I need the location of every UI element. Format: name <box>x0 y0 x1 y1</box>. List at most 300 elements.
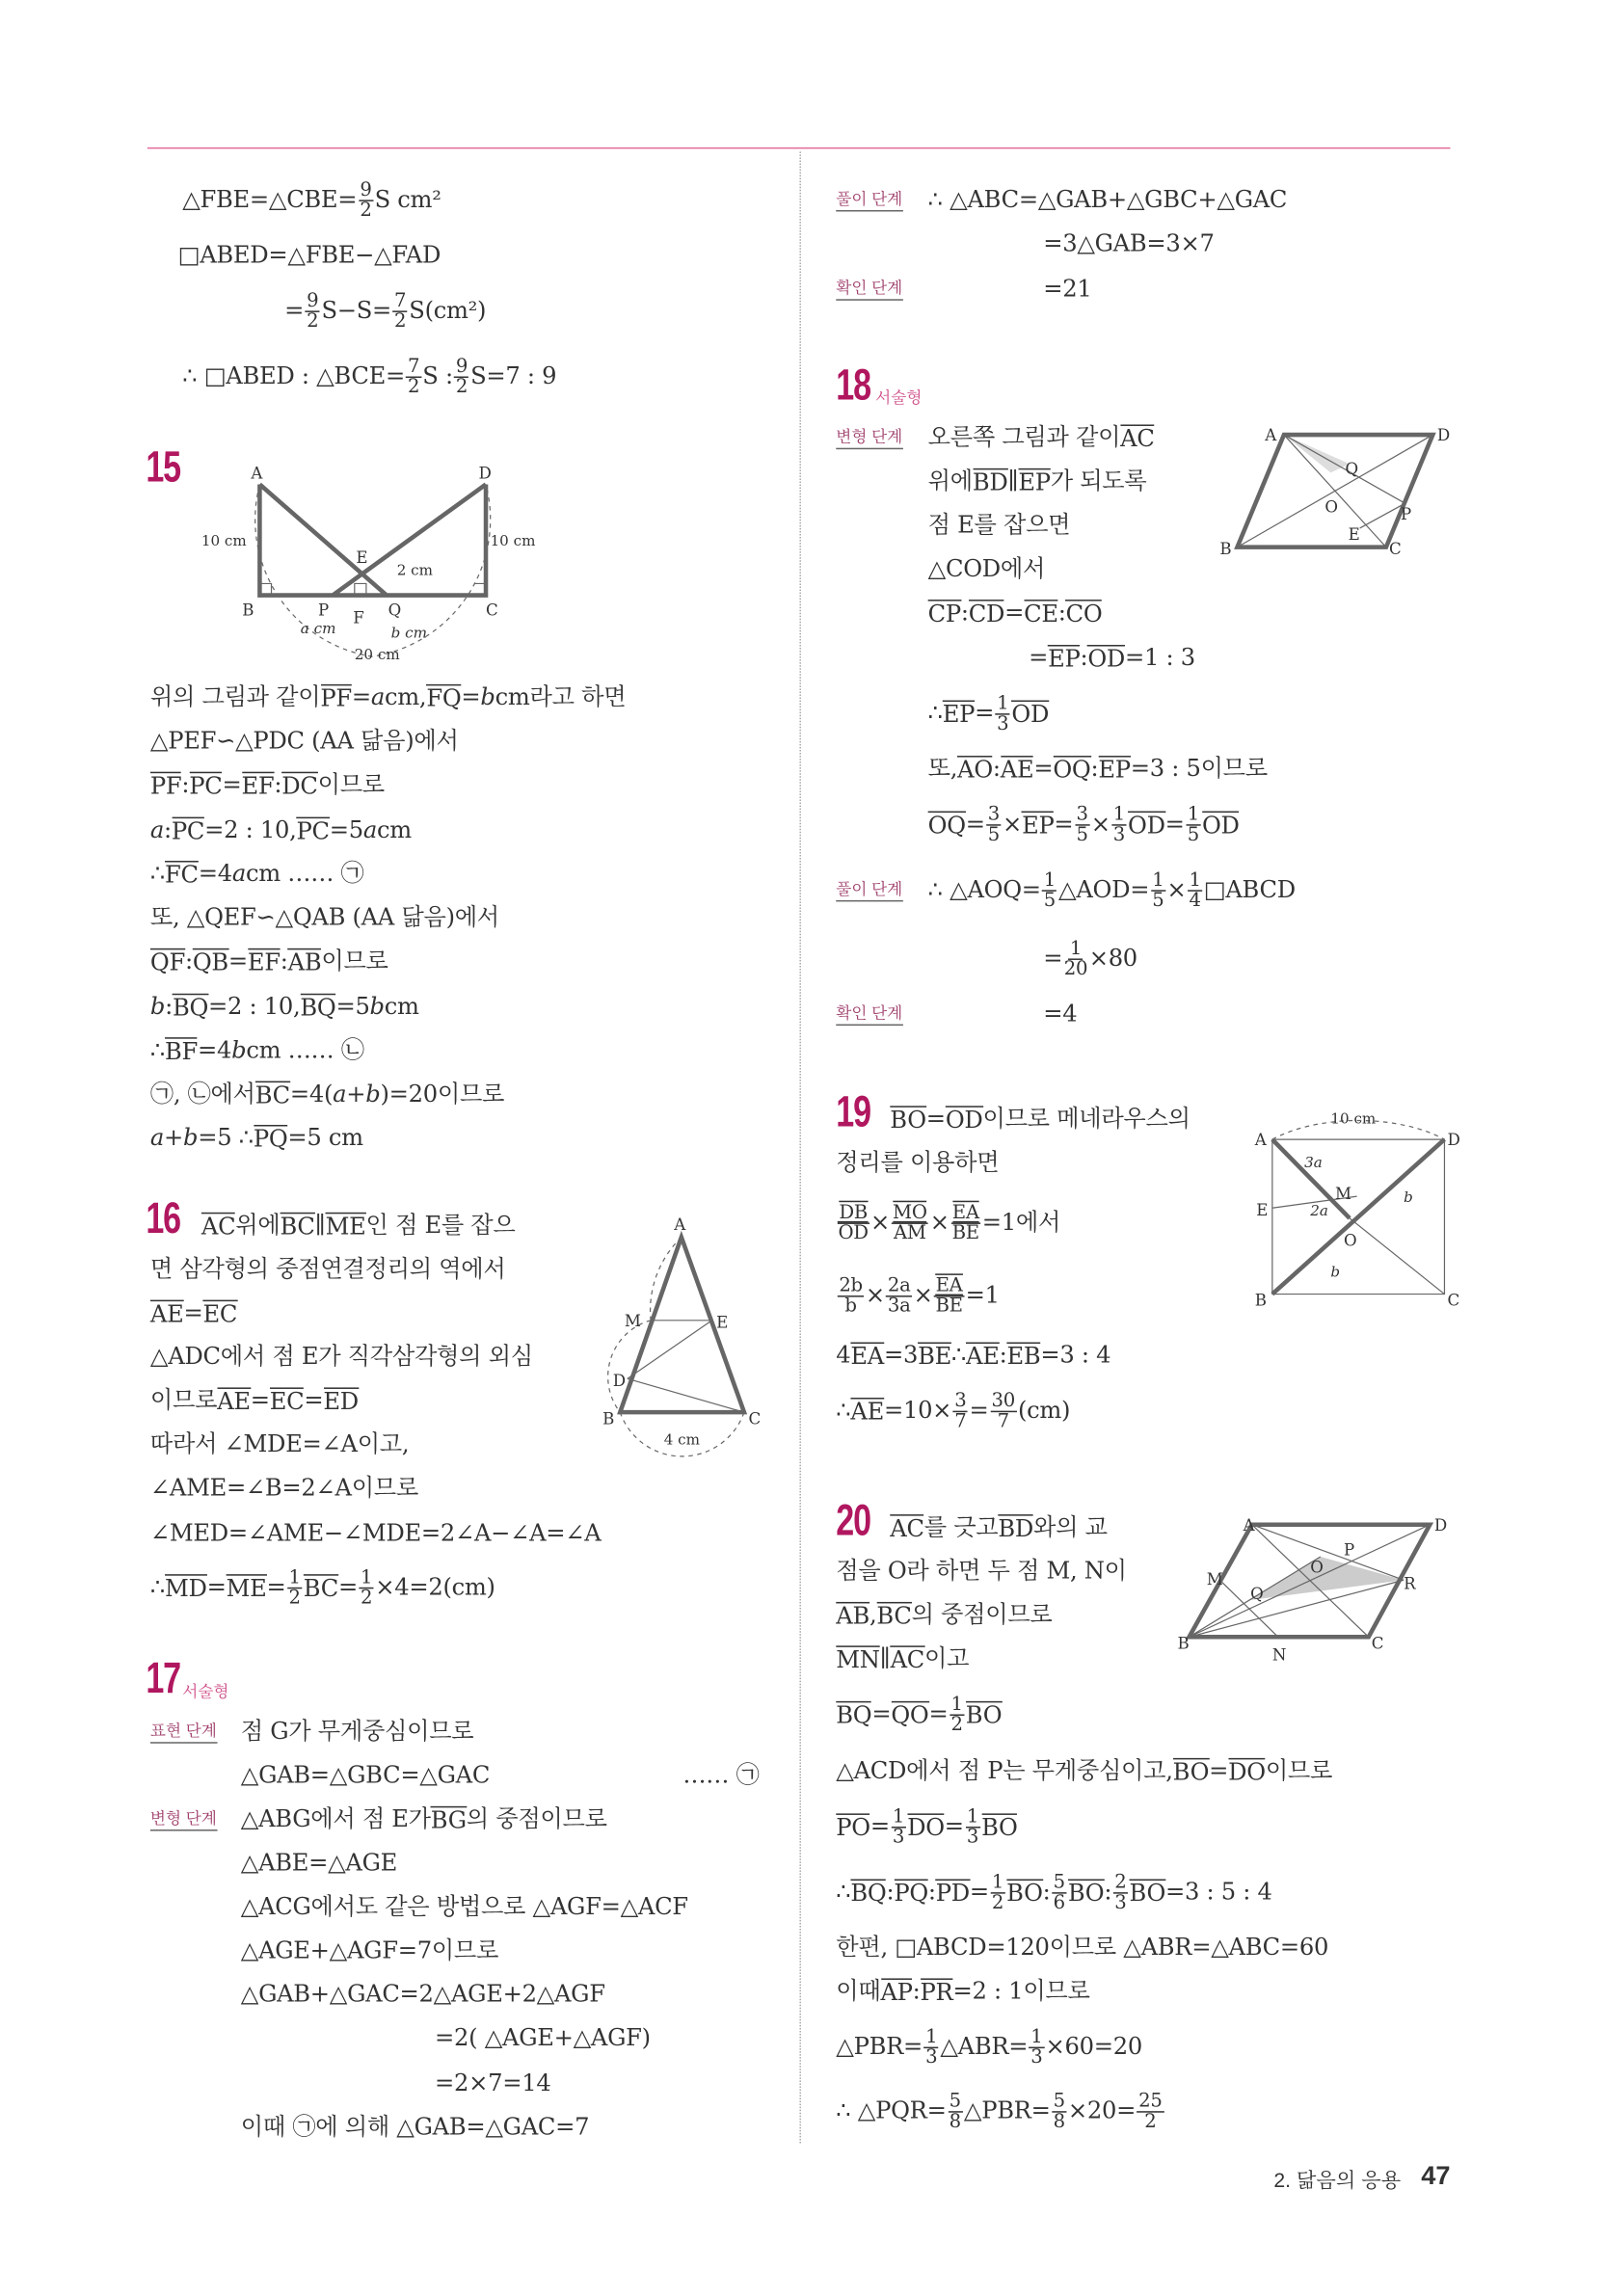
overline-segment: QO <box>891 1700 929 1729</box>
text-run: 이므로 <box>317 770 385 798</box>
variable: b <box>365 1080 381 1108</box>
text-run: □ABED=△FBE−△FAD <box>177 240 441 269</box>
text-run: : <box>992 754 1001 783</box>
label-E: E <box>1348 525 1360 545</box>
text-run: = <box>925 1104 946 1133</box>
text-run: 1 <box>925 2025 938 2048</box>
text-run: 이므로 <box>321 947 388 975</box>
overline-segment: AC <box>1120 424 1155 453</box>
text-run: △ABG에서 점 E가 <box>240 1804 431 1833</box>
text-run: =2( △AGE+△AGF) <box>435 2023 651 2052</box>
overline-segment: OD <box>1011 700 1050 729</box>
text-run: 2 <box>361 1587 373 1609</box>
text-run: 이므로 메네라우스의 <box>982 1104 1190 1133</box>
overline-segment: AC <box>890 1645 925 1674</box>
overline-segment: ME <box>226 1574 267 1602</box>
text-run: = <box>304 1385 324 1414</box>
overline-segment: CP <box>927 600 961 627</box>
label-C: C <box>486 601 498 620</box>
text-run: 20 <box>1063 957 1088 980</box>
overline-segment: EC <box>269 1387 305 1416</box>
text-run: = <box>871 1699 892 1728</box>
text-run: cm <box>384 992 419 1021</box>
text-run: ×60=20 <box>1045 2032 1142 2061</box>
overline-segment: BQ <box>172 993 209 1022</box>
text-run: 점을 O라 하면 두 점 M, N이 <box>836 1557 1127 1585</box>
text-run: 3 <box>925 2045 938 2069</box>
text-run: 5 <box>1053 2090 1065 2112</box>
text-run: △AOD= <box>1058 875 1150 903</box>
overline-segment: CE <box>1024 600 1058 627</box>
text-run: 또, <box>927 754 958 783</box>
overline-segment: BF <box>165 1037 199 1065</box>
text-run: S(cm²) <box>409 296 487 325</box>
overline-segment: BO <box>965 1700 1003 1729</box>
text-run: : <box>280 947 288 975</box>
text-run: S=7 : 9 <box>470 361 557 390</box>
text-run: 9 <box>455 355 468 378</box>
text-run: 5 <box>1076 823 1088 846</box>
text-run: 인 점 E를 잡으 <box>365 1211 516 1240</box>
overline-segment: PF <box>320 683 352 712</box>
text-run: △ACG에서도 같은 방법으로 △AGF=△ACF <box>240 1892 688 1920</box>
text-run: 2 <box>1144 2110 1157 2133</box>
text-run: : <box>927 1878 936 1906</box>
label-length: 10 cm <box>490 532 536 550</box>
label-length: 4 cm <box>663 1430 700 1449</box>
overline-segment: EP <box>1098 756 1131 784</box>
overline-segment: QB <box>192 948 228 976</box>
overline-segment: OD <box>1201 811 1240 840</box>
text-run: 1 <box>1189 868 1201 892</box>
text-run: 5 <box>949 2090 961 2112</box>
text-run: = <box>928 1699 949 1728</box>
overline-segment: MN <box>836 1645 880 1674</box>
text-run: 30 <box>991 1389 1015 1412</box>
overline-segment: BD <box>998 1514 1034 1542</box>
text-run: = <box>1004 598 1025 627</box>
text-run: = <box>965 810 985 838</box>
problem-type-tag: 서술형 <box>182 1683 229 1701</box>
label-F: F <box>353 608 364 627</box>
text-run: = <box>944 1811 964 1840</box>
step-label: 풀이 단계 <box>836 880 902 902</box>
label-B: B <box>602 1409 615 1428</box>
text-run: □ABCD <box>1203 875 1296 903</box>
text-run: 점 E를 잡으면 <box>927 510 1071 539</box>
overline-segment: EA <box>850 1342 884 1371</box>
text-run: 2 <box>288 1587 301 1609</box>
text-run: = <box>975 699 995 727</box>
text-run: = <box>869 1811 890 1840</box>
text-run: 1 <box>288 1565 301 1589</box>
text-run: × <box>1003 810 1023 838</box>
label-E: E <box>356 548 368 568</box>
text-run: =2×7=14 <box>435 2069 551 2097</box>
overline-segment: MD <box>165 1574 207 1602</box>
overline-segment: CO <box>1065 600 1103 627</box>
text-run: ∥ <box>879 1643 891 1672</box>
text-run: = <box>351 682 371 711</box>
text-run: × <box>865 1280 885 1309</box>
text-run: ∴ <box>836 1396 851 1425</box>
variable: a <box>149 815 165 843</box>
text-run: 정리를 이용하면 <box>836 1148 1000 1176</box>
overline-segment: AE <box>966 1342 1000 1371</box>
text-run: =2 : 1이므로 <box>952 1976 1090 2005</box>
text-run: 5 <box>1187 823 1199 846</box>
label-B: B <box>1177 1634 1190 1653</box>
text-run: 2 <box>408 375 420 398</box>
label-length: 10 cm <box>1330 1109 1377 1128</box>
text-run: 1 <box>1152 868 1164 892</box>
overline-segment: OD <box>1087 645 1126 673</box>
overline-segment: DB <box>839 1201 868 1224</box>
text-run: = <box>1029 643 1049 672</box>
text-run: ∴ △AOQ= <box>927 875 1041 903</box>
overline-segment: QF <box>149 948 185 976</box>
text-run: 한편, □ABCD=120이므로 △ABR=△ABC=60 <box>836 1933 1329 1962</box>
overline-segment: PD <box>935 1879 970 1908</box>
step-label: 확인 단계 <box>836 279 902 301</box>
overline-segment: BO <box>1067 1879 1105 1908</box>
overline-segment: EP <box>1048 645 1081 673</box>
text-run: × <box>929 1208 950 1237</box>
text-run: 2 <box>360 199 372 222</box>
overline-segment: EC <box>202 1299 238 1328</box>
text-run: 이때 <box>836 1976 881 2005</box>
label-C: C <box>1447 1291 1460 1310</box>
overline-segment: EF <box>247 948 281 976</box>
text-run: : <box>999 1340 1007 1369</box>
text-run: 1 <box>1043 868 1057 892</box>
text-run: 의 중점이므로 <box>911 1600 1053 1629</box>
text-run: 2b <box>839 1274 863 1296</box>
variable: a <box>149 1123 165 1152</box>
overline-segment: PC <box>296 816 330 845</box>
label-Q: Q <box>1250 1584 1264 1603</box>
problem-number-20: 20 <box>836 1496 870 1545</box>
figure-15 <box>255 485 491 657</box>
text-run: ×4=2(cm) <box>375 1572 495 1601</box>
label-A: A <box>251 464 263 483</box>
text-run: 4 <box>836 1340 851 1369</box>
text-run: : <box>1104 1878 1112 1906</box>
overline-segment: PC <box>171 816 205 845</box>
text-run: : <box>181 770 190 798</box>
overline-segment: AE <box>149 1299 184 1328</box>
text-run: 1 <box>950 1693 963 1716</box>
text-run: =4 <box>1043 999 1078 1028</box>
text-run: 3 <box>997 712 1009 735</box>
text-run: = <box>1033 754 1054 783</box>
problem-number-16: 16 <box>146 1194 180 1243</box>
label-P: P <box>1401 504 1412 523</box>
text-run: × <box>1090 810 1110 838</box>
label-D: D <box>612 1371 627 1390</box>
overline-segment: EB <box>1006 1342 1041 1371</box>
text-run: 8 <box>949 2110 961 2133</box>
text-run: 25 <box>1138 2090 1163 2112</box>
overline-segment: AB <box>836 1601 869 1630</box>
text-run: 6 <box>1053 1891 1065 1914</box>
text-run: ∴ <box>149 1035 166 1064</box>
text-run: 점 G가 무게중심이므로 <box>240 1717 474 1746</box>
overline-segment: BE <box>951 1221 979 1244</box>
overline-segment: OD <box>1128 811 1165 840</box>
text-run: △FBE=△CBE= <box>182 185 358 213</box>
text-run: = <box>1209 1756 1229 1785</box>
text-run: ∴ <box>950 1340 967 1369</box>
overline-segment: BO <box>1129 1879 1166 1908</box>
label-O: O <box>1310 1558 1324 1577</box>
overline-segment: BC <box>876 1601 912 1630</box>
text-run: : <box>184 947 193 975</box>
text-run: = <box>461 682 481 711</box>
text-run: =4 <box>198 859 232 888</box>
text-run: 2 <box>455 375 468 398</box>
overline-segment: EF <box>241 771 275 800</box>
text-run: △ADC에서 점 E가 직각삼각형의 외심 <box>149 1342 533 1371</box>
label-O: O <box>1324 497 1338 517</box>
overline-segment: OD <box>838 1221 869 1244</box>
variable: a <box>370 682 385 711</box>
text-run: = <box>206 1572 227 1601</box>
text-run: △PBR= <box>963 2096 1051 2124</box>
overline-segment: EA <box>951 1201 979 1224</box>
label-length: b cm <box>390 624 427 642</box>
text-run: = <box>969 1878 989 1906</box>
text-run: 2 <box>394 309 407 333</box>
overline-segment: PQ <box>894 1879 928 1908</box>
text-run: 또, △QEF∽△QAB (AA 닮음)에서 <box>149 902 499 931</box>
text-run: △COD에서 <box>927 554 1046 582</box>
footer-chapter: 2. 닮음의 응용 <box>1273 2168 1402 2192</box>
text-run: 2 <box>1114 1871 1127 1893</box>
text-run: 1 <box>361 1565 373 1589</box>
text-run: ∴ <box>836 1878 851 1906</box>
text-run: ∴ △PQR= <box>836 2096 947 2124</box>
overline-segment: AE <box>850 1398 884 1426</box>
label-D: D <box>478 464 492 483</box>
problem-number-18: 18 <box>836 361 870 411</box>
label-A: A <box>674 1215 686 1234</box>
text-run: 1 <box>1069 937 1083 960</box>
overline-segment: BO <box>890 1106 926 1135</box>
label-M: M <box>1334 1185 1351 1204</box>
overline-segment: ME <box>325 1212 366 1241</box>
problem-type-tag: 서술형 <box>875 389 923 408</box>
text-run: : <box>886 1878 895 1906</box>
text-run: 7 <box>954 1409 967 1432</box>
text-run: …… ㉠ <box>682 1760 760 1789</box>
text-run: 와의 교 <box>1033 1512 1108 1541</box>
text-run: 3 <box>892 1826 905 1848</box>
step-label: 확인 단계 <box>836 1003 902 1026</box>
text-run: 3 <box>1030 2045 1043 2069</box>
label-Q: Q <box>1345 459 1359 478</box>
overline-segment: OQ <box>1053 756 1091 784</box>
overline-segment: BQ <box>850 1879 887 1908</box>
label-length: a cm <box>300 619 336 637</box>
text-run: = <box>1043 944 1063 973</box>
label-A: A <box>1243 1515 1255 1535</box>
overline-segment: FQ <box>426 683 462 712</box>
text-run: = <box>266 1572 286 1601</box>
text-run: 7 <box>997 1409 1009 1432</box>
label-D: D <box>1447 1131 1460 1150</box>
label-length: 2a <box>1310 1201 1328 1219</box>
overline-segment: AM <box>893 1221 926 1244</box>
text-run: ∠MED=∠AME−∠MDE=2∠A−∠A=∠A <box>149 1518 602 1547</box>
text-run: : <box>1042 1878 1051 1906</box>
overline-segment: EA <box>935 1274 963 1296</box>
label-A: A <box>1254 1131 1267 1150</box>
variable: b <box>149 992 166 1021</box>
text-run: △ABE=△AGE <box>240 1848 398 1877</box>
label-B: B <box>1254 1291 1267 1310</box>
text-run: =2 : 10, <box>204 815 297 843</box>
label-length: 2 cm <box>396 561 433 579</box>
overline-segment: AB <box>287 948 322 976</box>
label-D: D <box>1433 1515 1448 1535</box>
text-run: 4 <box>1189 889 1201 912</box>
text-run: = <box>1164 810 1185 838</box>
label-C: C <box>748 1409 762 1428</box>
text-run: 5 <box>1043 889 1057 912</box>
text-run: : <box>274 770 282 798</box>
text-run: (cm) <box>1017 1396 1071 1425</box>
text-run: 3 <box>987 803 1001 825</box>
text-run: ∴ □ABED : △BCE= <box>182 361 405 390</box>
text-run: =3△GAB=3×7 <box>1043 228 1215 257</box>
text-run: △PEF∽△PDC (AA 닮음)에서 <box>149 726 459 755</box>
text-run: 이때 ㉠에 의해 △GAB=△GAC=7 <box>240 2112 590 2141</box>
overline-segment: DC <box>281 771 318 800</box>
text-run: × <box>1166 875 1187 903</box>
text-run: 1 <box>1112 803 1125 825</box>
text-run: =21 <box>1043 274 1092 303</box>
text-run: cm, <box>384 682 427 711</box>
step-label: 변형 단계 <box>150 1809 217 1831</box>
variable: b <box>480 682 495 711</box>
text-run: 를 긋고 <box>923 1512 999 1541</box>
text-run: =1 : 3 <box>1125 643 1195 672</box>
text-run: × <box>869 1208 890 1237</box>
footer-page-number: 47 <box>1421 2160 1451 2190</box>
text-run: 가 되도록 <box>1050 467 1147 495</box>
overline-segment: AE <box>217 1387 251 1416</box>
label-O: O <box>1344 1231 1357 1250</box>
text-run: 5 <box>1152 889 1164 912</box>
problem-number-15: 15 <box>146 443 180 493</box>
text-run: = <box>969 1396 989 1425</box>
text-run: 8 <box>1053 2110 1065 2133</box>
text-run: 2 <box>991 1891 1004 1914</box>
label-length: 10 cm <box>201 532 247 550</box>
overline-segment: PO <box>836 1813 870 1842</box>
label-M: M <box>1206 1569 1223 1589</box>
overline-segment: DO <box>1228 1757 1266 1786</box>
text-run: cm …… ㉡ <box>246 1035 364 1064</box>
step-label: 표현 단계 <box>150 1722 217 1744</box>
text-run: cm …… ㉠ <box>245 859 364 888</box>
problem-number-17: 17 <box>146 1654 180 1703</box>
text-run: × <box>913 1280 933 1309</box>
text-run: = <box>1054 810 1074 838</box>
text-run: △AGE+△AGF=7이므로 <box>240 1936 499 1964</box>
overline-segment: OQ <box>927 811 966 840</box>
text-run: S−S= <box>321 296 391 325</box>
text-run: =3 : 4 <box>1040 1340 1111 1369</box>
overline-segment: BG <box>430 1805 467 1834</box>
overline-segment: BD <box>972 467 1008 496</box>
text-run: ∴ <box>149 859 166 888</box>
figure-20 <box>1190 1525 1431 1638</box>
text-run: =3 <box>883 1340 919 1369</box>
text-run: 이므로 <box>1265 1756 1333 1785</box>
text-run: 오른쪽 그림과 같이 <box>927 422 1121 451</box>
text-run: 3 <box>1114 1891 1127 1914</box>
text-run: =1에서 <box>981 1208 1061 1237</box>
text-run: 3 <box>966 1826 979 1848</box>
text-run: 2 <box>307 309 319 333</box>
figure-19 <box>1272 1120 1445 1294</box>
label-E: E <box>716 1313 729 1332</box>
overline-segment: BQ <box>300 993 336 1022</box>
text-run: : <box>164 815 172 843</box>
text-run: cm라고 하면 <box>495 682 627 711</box>
text-run: =2 : 10, <box>208 992 301 1021</box>
text-run: ∴ <box>927 699 943 727</box>
text-run: =4( <box>289 1080 334 1108</box>
text-run: , <box>869 1600 877 1629</box>
overline-segment: EP <box>942 700 976 729</box>
text-run: =5 <box>329 815 363 843</box>
overline-segment: BO <box>1006 1879 1043 1908</box>
text-run: 의 중점이므로 <box>466 1804 607 1833</box>
overline-segment: AO <box>957 756 993 784</box>
variable: b <box>369 992 385 1021</box>
step-label: 풀이 단계 <box>836 190 902 212</box>
text-run: 1 <box>1030 2025 1043 2048</box>
label-length: b <box>1404 1188 1413 1207</box>
overline-segment: AE <box>1000 756 1034 784</box>
text-run: ∠AME=∠B=2∠A이므로 <box>149 1473 418 1502</box>
text-run: 3 <box>954 1389 967 1412</box>
text-run: =10× <box>883 1396 952 1425</box>
text-run: 3a <box>887 1295 911 1318</box>
text-run: 9 <box>360 178 372 201</box>
overline-segment: PF <box>149 771 182 800</box>
label-E: E <box>1256 1200 1269 1219</box>
text-run: =5 <box>335 992 370 1021</box>
text-run: 1 <box>991 1871 1004 1893</box>
text-run: ×20= <box>1067 2096 1137 2124</box>
label-length: 3a <box>1304 1153 1323 1171</box>
text-run: ∥ <box>314 1211 326 1240</box>
text-run: S : <box>422 361 453 390</box>
text-run: S cm² <box>374 185 441 213</box>
overline-segment: BC <box>303 1574 338 1602</box>
overline-segment: BO <box>1172 1757 1210 1786</box>
overline-segment: AP <box>880 1978 913 2007</box>
text-run: b <box>844 1295 857 1318</box>
text-run: : <box>1080 643 1088 672</box>
label-length: 20 cm <box>354 646 400 664</box>
overline-segment: BE <box>918 1342 951 1371</box>
label-Q: Q <box>388 601 402 620</box>
